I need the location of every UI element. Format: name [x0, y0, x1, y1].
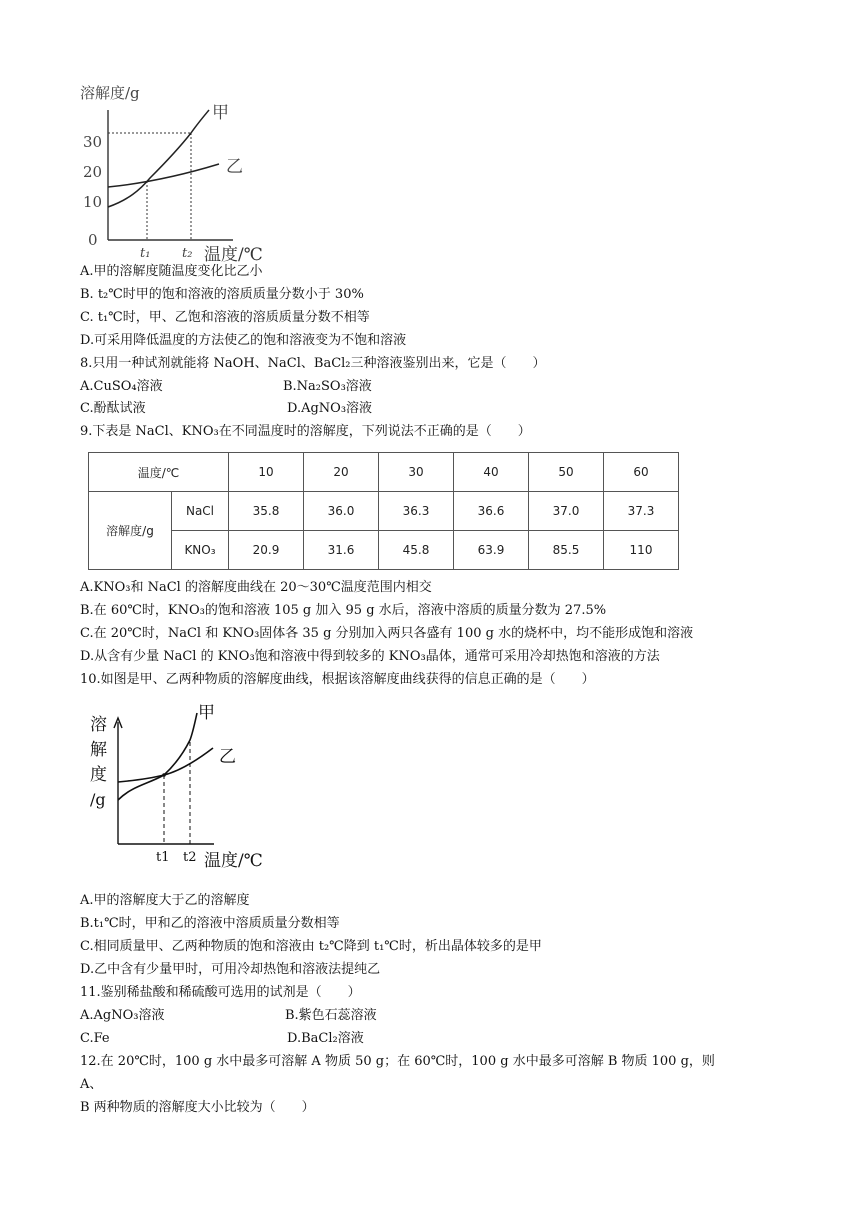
q8-option-c: C.酚酞试液: [80, 401, 146, 416]
value-cell: 36.3: [379, 492, 454, 531]
graph1-label-jia: 甲: [212, 103, 229, 123]
substance-nacl: NaCl: [172, 492, 229, 531]
value-cell: 20.9: [229, 531, 304, 570]
q11-option-b: B.紫色石蕊溶液: [285, 1008, 377, 1023]
graph1-ytick-0: 0: [88, 231, 98, 249]
value-cell: 31.6: [304, 531, 379, 570]
graph2-curve-jia: [118, 713, 197, 800]
q11-stem: 11.鉴别稀盐酸和稀硫酸可选用的试剂是（ ）: [80, 985, 361, 1000]
graph2-label-yi: 乙: [219, 747, 236, 767]
graph2-label-jia: 甲: [198, 703, 215, 723]
temp-header: 温度/℃: [89, 453, 229, 492]
temp-cell: 40: [454, 453, 529, 492]
value-cell: 36.0: [304, 492, 379, 531]
graph1-xlabel: 温度/℃: [204, 245, 263, 265]
temp-cell: 60: [604, 453, 679, 492]
q12-line-2: A、: [80, 1077, 103, 1092]
value-cell: 110: [604, 531, 679, 570]
q7-option-a: A.甲的溶解度随温度变化比乙小: [80, 264, 263, 279]
q7-option-d: D.可采用降低温度的方法使乙的饱和溶液变为不饱和溶液: [80, 333, 407, 348]
q10-option-a: A.甲的溶解度大于乙的溶解度: [80, 893, 250, 908]
graph2-ylabel-4: /g: [90, 790, 106, 809]
graph2-ylabel-3: 度: [90, 765, 107, 785]
graph1-xtick-t1: t₁: [140, 246, 151, 261]
solubility-graph-2: [82, 700, 282, 875]
q10-option-b: B.t₁℃时，甲和乙的溶液中溶质质量分数相等: [80, 916, 340, 931]
temp-cell: 20: [304, 453, 379, 492]
graph1-ytick-10: 10: [83, 193, 103, 211]
value-cell: 45.8: [379, 531, 454, 570]
q12-line-1: 12.在 20℃时，100 g 水中最多可溶解 A 物质 50 g；在 60℃时，100 g 水中最多可溶解 B 物质 100 g，则: [80, 1054, 715, 1069]
q9-option-a: A.KNO₃和 NaCl 的溶解度曲线在 20～30℃温度范围内相交: [80, 580, 432, 595]
q9-option-d: D.从含有少量 NaCl 的 KNO₃饱和溶液中得到较多的 KNO₃晶体，通常可采用冷却热饱和溶液的方法: [80, 649, 660, 664]
temp-cell: 50: [529, 453, 604, 492]
q8-option-a: A.CuSO₄溶液: [80, 379, 163, 394]
q8-option-b: B.Na₂SO₃溶液: [283, 379, 372, 394]
graph1-label-yi: 乙: [226, 157, 243, 177]
table-row: [89, 492, 679, 531]
value-cell: 35.8: [229, 492, 304, 531]
graph2-xtick-t2: t2: [183, 850, 197, 865]
solubility-graph-1: [78, 80, 278, 265]
q9-stem: 9.下表是 NaCl、KNO₃在不同温度时的溶解度，下列说法不正确的是（ ）: [80, 424, 531, 439]
q7-option-b: B. t₂℃时甲的饱和溶液的溶质质量分数小于 30%: [80, 287, 364, 302]
q11-option-c: C.Fe: [80, 1031, 110, 1046]
graph1-curve-jia: [108, 110, 209, 207]
value-cell: 37.0: [529, 492, 604, 531]
graph2-ylabel-2: 解: [90, 740, 107, 760]
temp-cell: 30: [379, 453, 454, 492]
q10-option-c: C.相同质量甲、乙两种物质的饱和溶液由 t₂℃降到 t₁℃时，析出晶体较多的是甲: [80, 939, 542, 954]
graph2-xlabel: 温度/℃: [204, 851, 263, 871]
q8-option-d: D.AgNO₃溶液: [287, 401, 373, 416]
temp-cell: 10: [229, 453, 304, 492]
graph2-intersection: [162, 773, 166, 777]
graph1-xtick-t2: t₂: [182, 246, 193, 261]
q11-option-d: D.BaCl₂溶液: [287, 1031, 364, 1046]
q9-option-b: B.在 60℃时，KNO₃的饱和溶液 105 g 加入 95 g 水后，溶液中溶质的质量分数为 27.5%: [80, 603, 607, 618]
graph2-ylabel-1: 溶: [90, 715, 107, 735]
graph1-curve-yi: [108, 164, 219, 187]
q8-stem: 8.只用一种试剂就能将 NaOH、NaCl、BaCl₂三种溶液鉴别出来，它是（ ）: [80, 356, 546, 371]
q7-option-c: C. t₁℃时，甲、乙饱和溶液的溶质质量分数不相等: [80, 310, 370, 325]
value-cell: 85.5: [529, 531, 604, 570]
q9-option-c: C.在 20℃时，NaCl 和 KNO₃固体各 35 g 分别加入两只各盛有 100 g 水的烧杯中，均不能形成饱和溶液: [80, 626, 694, 641]
q12-line-3: B 两种物质的溶解度大小比较为（ ）: [80, 1100, 315, 1115]
value-cell: 37.3: [604, 492, 679, 531]
value-cell: 36.6: [454, 492, 529, 531]
q10-option-d: D.乙中含有少量甲时，可用冷却热饱和溶液法提纯乙: [80, 962, 381, 977]
solubility-table: [88, 452, 679, 570]
q11-option-a: A.AgNO₃溶液: [80, 1008, 165, 1023]
q10-stem: 10.如图是甲、乙两种物质的溶解度曲线，根据该溶解度曲线获得的信息正确的是（ ）: [80, 672, 595, 687]
graph1-ytick-30: 30: [83, 133, 103, 151]
value-cell: 63.9: [454, 531, 529, 570]
graph2-xtick-t1: t1: [156, 850, 170, 865]
solubility-header: 溶解度/g: [89, 492, 172, 570]
graph1-ytick-20: 20: [83, 163, 103, 181]
graph1-ylabel: 溶解度/g: [80, 84, 140, 102]
graph2-curve-yi: [118, 748, 213, 782]
table-row: [89, 453, 679, 492]
table-row: [89, 531, 679, 570]
substance-kno3: KNO₃: [172, 531, 229, 570]
